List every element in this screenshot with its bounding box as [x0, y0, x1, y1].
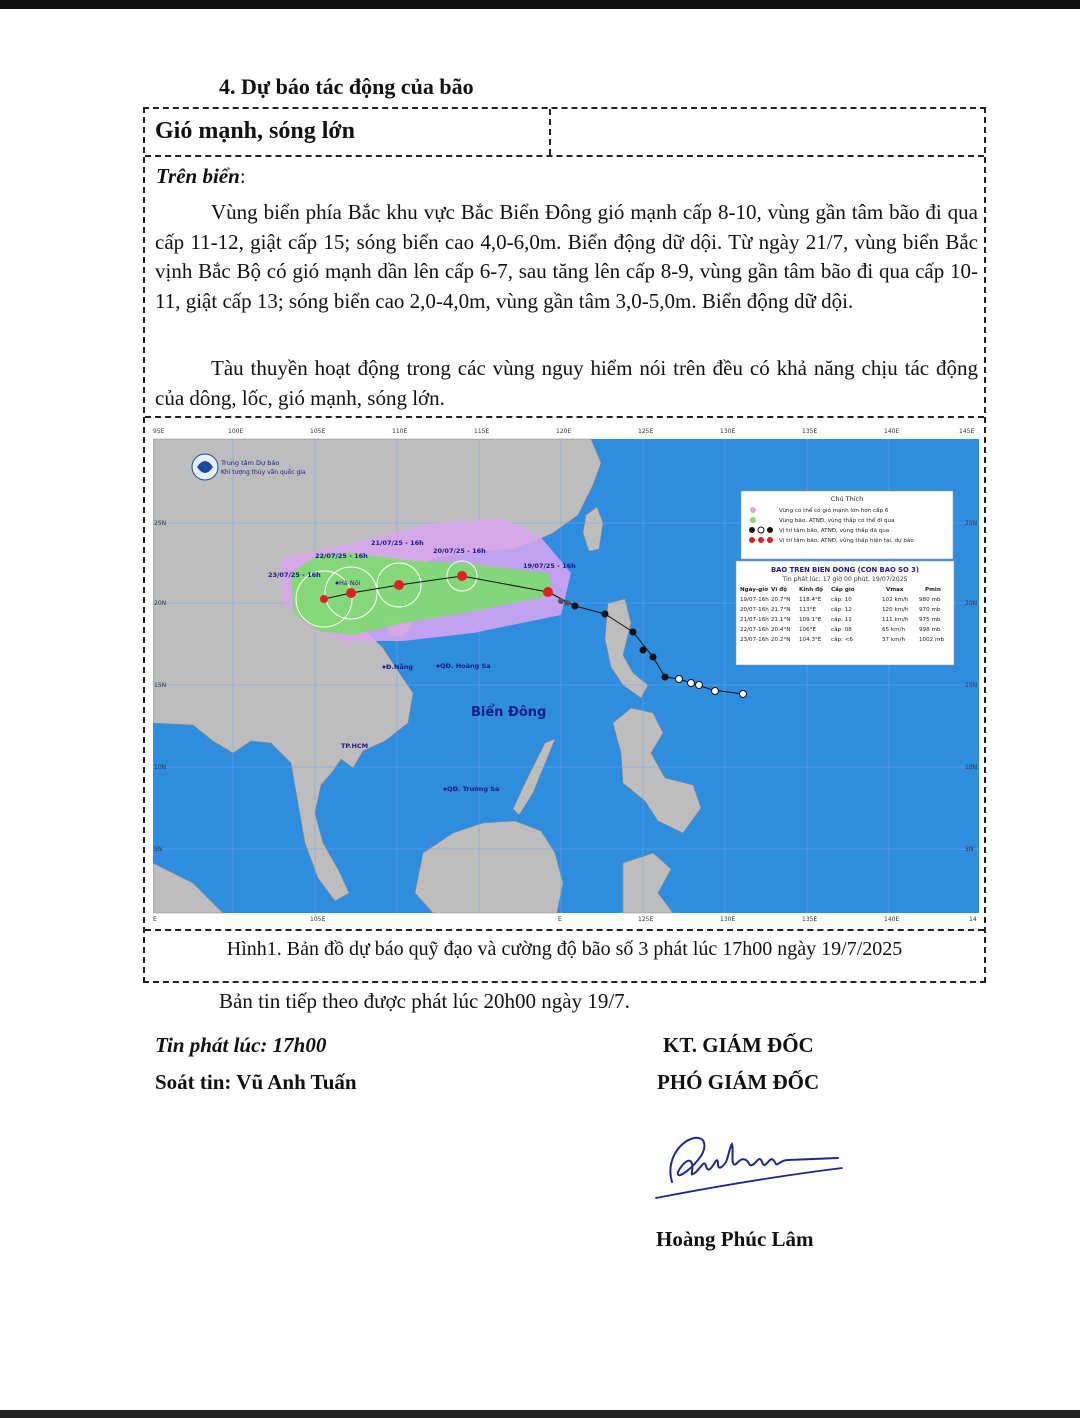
- section-title: 4. Dự báo tác động của bão: [219, 74, 474, 99]
- lon-bottom-label: 130E: [720, 916, 736, 923]
- lon-top-label: 115E: [474, 428, 490, 435]
- info-cell: 111 km/h: [882, 617, 909, 623]
- lon-bottom-label: 105E: [310, 916, 326, 923]
- legend-item: Vị trí tâm bão, ATNĐ, vùng thấp đã qua: [779, 528, 890, 534]
- lon-top-label: 135E: [802, 428, 818, 435]
- info-cell: 120 km/h: [882, 607, 909, 613]
- place-hcm: TP.HCM: [341, 742, 369, 750]
- info-header: Vmax: [886, 587, 904, 593]
- track-label: 23/07/25 - 16h: [268, 571, 321, 579]
- info-cell: cấp: 08: [831, 627, 852, 633]
- signer-name: Hoàng Phúc Lâm: [656, 1227, 814, 1251]
- storm-position-20-07: [457, 571, 467, 581]
- lon-top-label: 120E: [556, 428, 572, 435]
- lon-bottom-label: 140E: [884, 916, 900, 923]
- info-cell: cấp: 12: [831, 607, 852, 613]
- sea-name-label: Biển Đông: [471, 705, 547, 720]
- legend-title: Chú Thích: [830, 495, 864, 503]
- lat-left-label: 15N: [154, 682, 167, 689]
- impact-table: [143, 107, 986, 983]
- lon-top-label: 110E: [392, 428, 408, 435]
- info-title: BAO TREN BIEN DONG (CON BAO SO 3): [770, 566, 920, 574]
- info-cell: 102 km/h: [882, 597, 909, 603]
- legend-swatch-forecast: [749, 537, 755, 543]
- info-cell: cấp: 10: [831, 597, 852, 603]
- info-cell: 65 km/h: [882, 627, 906, 633]
- lon-top-label: 130E: [720, 428, 736, 435]
- map-legend: [741, 491, 953, 559]
- lat-left-label: 25N: [154, 520, 167, 527]
- info-issued: Tin phát lúc: 17 giờ 00 phút, 19/07/2025: [782, 576, 908, 583]
- info-cell: 21.1°N: [771, 617, 791, 623]
- caption-separator: [145, 929, 984, 931]
- lon-bottom-label: E: [558, 916, 562, 923]
- handwritten-signature: [648, 1120, 848, 1210]
- info-header: Pmin: [925, 587, 941, 593]
- top-border: [0, 0, 1080, 9]
- lat-right-label: 10N: [965, 764, 978, 771]
- lon-top-label: 125E: [638, 428, 654, 435]
- info-cell: 21.7°N: [771, 607, 791, 613]
- storm-info-table: [736, 561, 954, 665]
- lat-right-label: 25N: [965, 520, 978, 527]
- place-truongsa: QĐ. Trường Sa: [447, 785, 500, 793]
- lon-top-label: 105E: [310, 428, 326, 435]
- info-cell: 104.3°E: [799, 637, 822, 643]
- bottom-border: [0, 1410, 1080, 1418]
- storm-map-svg: [153, 423, 979, 923]
- info-cell: 20/07-16h: [740, 607, 769, 613]
- lon-top-label: 95E: [153, 428, 165, 435]
- info-cell: 20.4°N: [771, 627, 791, 633]
- info-cell: 106°E: [799, 627, 817, 633]
- lat-right-label: 5N: [965, 846, 974, 853]
- info-header: Cấp gió: [831, 587, 855, 593]
- lat-right-label: 20N: [965, 600, 978, 607]
- checked-by: Soát tin: Vũ Anh Tuấn: [155, 1070, 357, 1094]
- storm-position-23-07: [320, 595, 328, 603]
- info-cell: 21/07-16h: [740, 617, 769, 623]
- lon-bottom-label: E: [153, 916, 157, 923]
- table-column-divider: [549, 109, 551, 155]
- track-label: 21/07/25 - 16h: [371, 539, 424, 547]
- sea-subheading-colon: :: [239, 164, 246, 188]
- track-label: 19/07/25 - 16h: [523, 562, 576, 570]
- map-separator: [145, 416, 984, 418]
- storm-position-19-07: [543, 587, 553, 597]
- sea-paragraph-2-text: Tàu thuyền hoạt động trong các vùng nguy hiểm nói trên đều có khả năng chịu tác động của dông, lốc, gió mạnh, sóng lớn.: [155, 356, 978, 410]
- deputy-director-title: PHÓ GIÁM ĐỐC: [657, 1070, 820, 1094]
- info-cell: 20.7°N: [771, 597, 791, 603]
- info-header: Ngày-giờ: [740, 587, 769, 593]
- storm-forecast-map: [153, 423, 979, 923]
- sea-paragraph-1-text: Vùng biển phía Bắc khu vực Bắc Biển Đông gió mạnh cấp 8-10, vùng gần tâm bão đi qua cấp 11-12, giật cấp 15; sóng biển cao 4,0-6,0m. Biển động dữ dội. Từ ngày 21/7, vùng biển Bắc vịnh Bắc Bộ có gió mạnh dần lên cấp 6-7, sau tăng lên cấp 8-9, vùng gần tâm bão đi qua cấp 10-11, giật cấp 13; sóng biển cao 2,0-4,0m, vùng gần tâm 3,0-5,0m. Biển động dữ dội.: [155, 200, 978, 313]
- track-label: 22/07/25 - 16h: [315, 552, 368, 560]
- storm-position-21-07: [394, 580, 404, 590]
- info-cell: 970 mb: [919, 607, 941, 613]
- info-cell: 998 mb: [919, 627, 941, 633]
- info-cell: 109.1°E: [799, 617, 822, 623]
- info-cell: 113°E: [799, 607, 817, 613]
- next-bulletin-note: Bản tin tiếp theo được phát lúc 20h00 ngày 19/7.: [219, 989, 630, 1013]
- info-cell: 37 km/h: [882, 637, 906, 643]
- legend-item: Vị trí tâm bão, ATNĐ, vùng thấp hiện tại, dự báo: [779, 538, 914, 544]
- legend-swatch-past: [749, 527, 755, 533]
- place-hoangsa: QĐ. Hoàng Sa: [440, 662, 491, 670]
- sea-paragraph-2: [155, 354, 978, 413]
- lon-top-label: 140E: [884, 428, 900, 435]
- info-cell: 19/07-16h: [740, 597, 769, 603]
- info-cell: 118.4°E: [799, 597, 822, 603]
- sea-paragraph-1: [155, 198, 978, 316]
- sea-subheading-text: Trên biển: [156, 164, 240, 188]
- place-hanoi: Hà Nội: [339, 579, 361, 587]
- lat-right-label: 15N: [965, 682, 978, 689]
- info-cell: cấp: 11: [831, 617, 852, 623]
- lon-bottom-label: 135E: [802, 916, 818, 923]
- info-header: Kinh độ: [799, 587, 824, 593]
- on-behalf-director: KT. GIÁM ĐỐC: [663, 1033, 814, 1057]
- agency-line-1: Trung tâm Dự báo: [221, 459, 280, 467]
- table-header-row: [145, 109, 984, 157]
- info-cell: 975 mb: [919, 617, 941, 623]
- lon-top-label: 100E: [228, 428, 244, 435]
- map-caption: Hình1. Bản đồ dự báo quỹ đạo và cường độ bão số 3 phát lúc 17h00 ngày 19/7/2025: [226, 938, 903, 960]
- info-cell: 20.2°N: [771, 637, 791, 643]
- legend-swatch-wind: [750, 507, 756, 513]
- info-cell: 1002 mb: [919, 637, 945, 643]
- lat-left-label: 5N: [154, 846, 163, 853]
- info-cell: 980 mb: [919, 597, 941, 603]
- agency-line-2: Khí tượng thủy văn quốc gia: [221, 469, 306, 476]
- legend-item: Vùng bão, ATNĐ, vùng thấp có thể đi qua: [779, 518, 895, 524]
- issued-time: Tin phát lúc: 17h00: [155, 1033, 327, 1057]
- place-danang: Đ.Nẵng: [386, 663, 414, 671]
- lat-left-label: 20N: [154, 600, 167, 607]
- lon-top-label: 145E: [959, 428, 975, 435]
- lon-bottom-label: 14: [969, 916, 977, 923]
- info-cell: 22/07-16h: [740, 627, 769, 633]
- info-header: Vĩ độ: [771, 587, 788, 593]
- lat-left-label: 10N: [154, 764, 167, 771]
- info-cell: cấp: <6: [831, 637, 853, 643]
- storm-position-22-07: [346, 588, 356, 598]
- table-header-left: Gió mạnh, sóng lớn: [155, 118, 356, 144]
- sea-subheading: [156, 164, 246, 189]
- legend-item: Vùng có thể có gió mạnh lớn hơn cấp 6: [779, 508, 889, 514]
- track-label: 20/07/25 - 16h: [433, 547, 486, 555]
- legend-swatch-cone: [750, 517, 756, 523]
- lon-bottom-label: 125E: [638, 916, 654, 923]
- info-cell: 23/07-16h: [740, 637, 769, 643]
- bottom-graticule-strip: [153, 913, 979, 923]
